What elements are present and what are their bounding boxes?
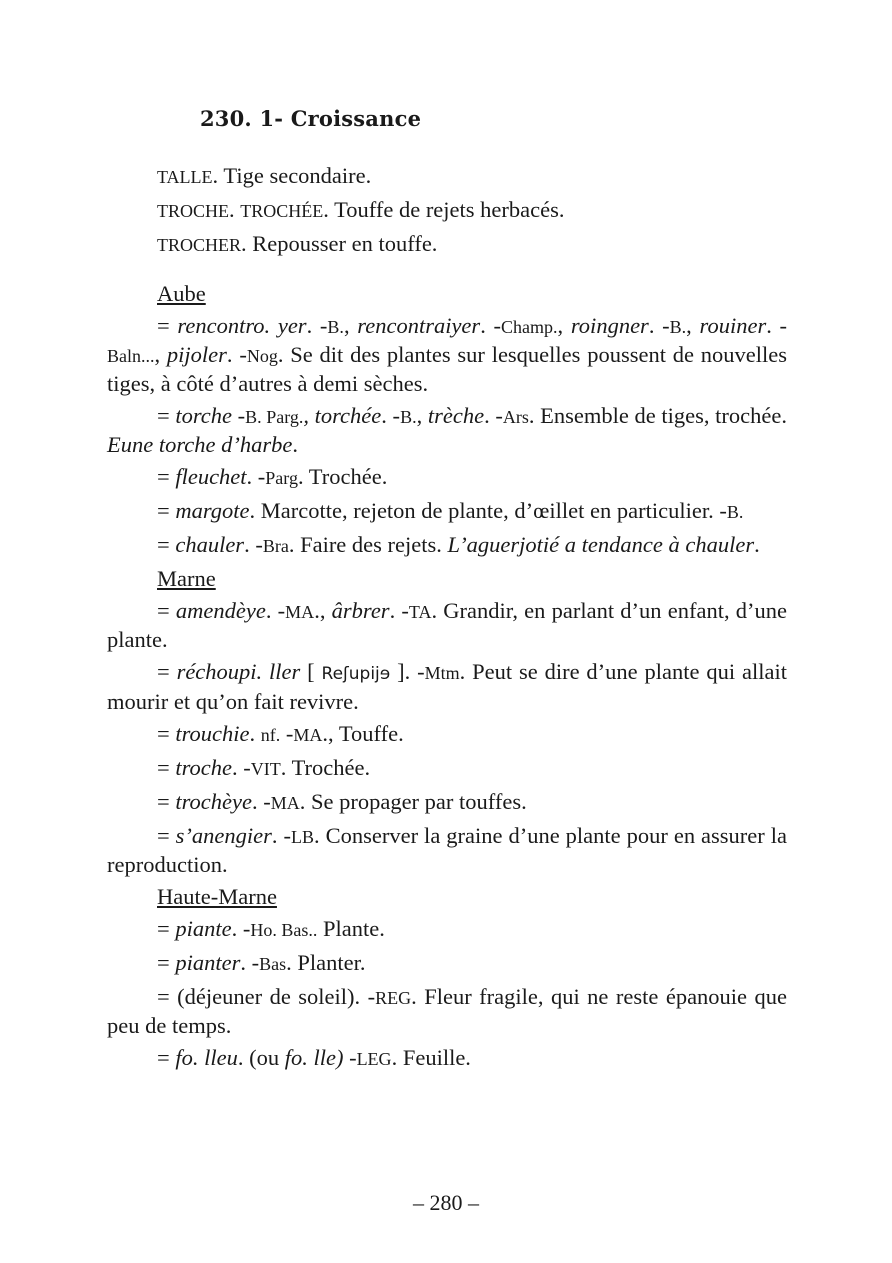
entry-text: = <box>157 598 176 623</box>
entry-text: , <box>686 313 700 338</box>
dictionary-entry <box>107 658 787 715</box>
entry-text: . Touffe de rejets herbacés. <box>323 197 565 222</box>
entry-text: . Trochée. <box>280 755 371 780</box>
dialect-term: s’anengier <box>175 823 272 848</box>
document-body <box>107 162 787 1073</box>
dialect-term: torche <box>175 403 232 428</box>
entry-text: , <box>557 313 571 338</box>
entry-text: . - <box>648 313 670 338</box>
entry-text: ., <box>314 598 332 623</box>
region-heading: Aube <box>157 281 206 306</box>
dialect-term: ârbrer <box>331 598 390 623</box>
dialect-term: rouiner <box>699 313 767 338</box>
entry-text: . Grandir, en parlant d’un enfant, d’une plante. <box>107 598 787 652</box>
entry-text: . Feuille. <box>391 1045 471 1070</box>
locality-abbrev: LEG <box>356 1049 392 1069</box>
entry-text: . - <box>480 313 502 338</box>
dictionary-entry <box>107 822 787 878</box>
entry-text: ]. - <box>390 659 425 684</box>
dialect-term: rencontraiyer <box>357 313 481 338</box>
entry-text: , <box>343 313 358 338</box>
entry-text: . <box>229 197 241 222</box>
dictionary-entry <box>107 597 787 653</box>
entry-text: . - <box>271 823 291 848</box>
entry-text: . - <box>240 950 260 975</box>
entry-text: . <box>754 532 760 557</box>
page-number: – 280 – <box>413 1190 479 1215</box>
dialect-term: Eune torche d’harbe <box>107 432 293 457</box>
dialect-term: trochèye <box>175 789 252 814</box>
entry-text: - <box>280 721 294 746</box>
entry-text: = <box>157 498 176 523</box>
entry-text: . - <box>244 532 263 557</box>
dialect-term: troche <box>175 755 232 780</box>
dialect-term: margote <box>175 498 250 523</box>
entry-text: = <box>157 659 177 684</box>
dictionary-entry <box>107 983 787 1039</box>
entry-text: [ <box>300 659 322 684</box>
dialect-term: L’aguerjotié a tendance à chauler <box>447 532 755 557</box>
entry-text: . - <box>265 598 286 623</box>
entry-text: Plante. <box>317 916 385 941</box>
entry-text: = (déjeuner de soleil). - <box>157 984 376 1009</box>
locality-abbrev: TA <box>408 602 432 622</box>
entry-text: . - <box>484 403 503 428</box>
entry-text: . - <box>766 313 788 338</box>
dialect-term: amendèye <box>175 598 266 623</box>
entry-text: = <box>157 916 176 941</box>
dictionary-entry <box>107 312 787 397</box>
locality-abbrev: TROCHE <box>157 201 229 221</box>
entry-text: = <box>157 464 176 489</box>
locality-abbrev: nf. <box>260 725 281 745</box>
dialect-term: fo. lle) <box>284 1045 344 1070</box>
entry-text: . Se propager par touffes. <box>299 789 527 814</box>
dictionary-entry <box>107 788 787 817</box>
locality-abbrev: REG <box>375 988 412 1008</box>
entry-text: , <box>416 403 428 428</box>
entry-text: . - <box>381 403 401 428</box>
entry-text: . Se dit des plantes sur lesquelles poussent de nouvelles tiges, à côté d’autres à demi sèches. <box>107 342 788 396</box>
entry-text: . - <box>306 313 328 338</box>
locality-abbrev: VIT <box>250 759 281 779</box>
dictionary-entry <box>107 720 787 749</box>
entry-text: . Tige secondaire. <box>212 163 372 188</box>
entry-text: . Ensemble de tiges, trochée. <box>528 403 787 428</box>
entry-text: . Trochée. <box>297 464 388 489</box>
entry-text: . Fleur fragile, qui ne reste épanouie que peu de temps. <box>107 984 787 1038</box>
dialect-term: , torchée <box>303 403 382 428</box>
entry-text: . <box>249 721 261 746</box>
locality-abbrev: MA <box>270 793 300 813</box>
dialect-term: pijoler <box>166 342 227 367</box>
dialect-term: chauler <box>175 532 245 557</box>
entry-text: = <box>157 721 176 746</box>
dictionary-entry <box>107 497 787 526</box>
dialect-term: réchoupi. ller <box>176 659 301 684</box>
entry-text: . - <box>231 916 251 941</box>
locality-abbrev: Parg <box>265 468 298 488</box>
locality-abbrev: Nog <box>246 346 278 366</box>
entry-text: . Marcotte, rejeton de plante, d’œillet en particulier. - <box>249 498 727 523</box>
entry-text: . - <box>246 464 266 489</box>
entry-text: = <box>157 313 178 338</box>
dialect-term: rencontro. yer <box>177 313 307 338</box>
locality-abbrev: Baln... <box>107 346 155 366</box>
entry-text: = <box>157 532 176 557</box>
entry-text: = <box>157 1045 176 1070</box>
region-heading: Marne <box>157 566 216 591</box>
region-heading-line <box>107 280 787 307</box>
spacer <box>107 259 787 280</box>
entry-text: ., Touffe. <box>322 721 404 746</box>
dialect-term: trèche <box>427 403 485 428</box>
entry-text: . - <box>389 598 409 623</box>
locality-abbrev: LB <box>291 827 315 847</box>
dictionary-entry <box>107 402 787 458</box>
dialect-term: roingner <box>570 313 649 338</box>
region-heading-line <box>107 565 787 592</box>
dictionary-entry <box>107 531 787 560</box>
entry-text: - <box>343 1045 357 1070</box>
dialect-term: piante <box>175 916 232 941</box>
locality-abbrev: Ars <box>502 407 529 427</box>
dialect-term: fleuchet <box>175 464 247 489</box>
region-heading: Haute-Marne <box>157 884 277 909</box>
entry-text: - <box>232 403 246 428</box>
entry-text: . - <box>226 342 247 367</box>
entry-text: . Conserver la graine d’une plante pour en assurer la reproduction. <box>107 823 787 877</box>
entry-text: . Faire des rejets. <box>288 532 448 557</box>
locality-abbrev: Bra <box>262 536 289 556</box>
locality-abbrev: B. <box>669 317 687 337</box>
locality-abbrev: MA <box>285 602 315 622</box>
intro-definition <box>107 162 787 191</box>
entry-text: . Planter. <box>286 950 366 975</box>
entry-text: = <box>157 823 176 848</box>
dialect-term: fo. lleu <box>175 1045 238 1070</box>
locality-abbrev: Bas <box>259 954 287 974</box>
entry-text: = <box>157 789 176 814</box>
entry-text: . Repousser en touffe. <box>241 231 438 256</box>
entry-text: = <box>157 755 176 780</box>
locality-abbrev: B. <box>400 407 417 427</box>
dialect-term: trouchie <box>175 721 250 746</box>
locality-abbrev: Ho. Bas.. <box>250 920 318 940</box>
entry-text: . (ou <box>237 1045 285 1070</box>
locality-abbrev: B. <box>726 502 744 522</box>
section-title: 230. 1- Croissance <box>200 106 422 131</box>
entry-text: . - <box>231 755 251 780</box>
entry-text: . Peut se dire d’une plante qui allait mourir et qu’on fait revivre. <box>107 659 787 714</box>
entry-text: . <box>292 432 298 457</box>
dictionary-entry <box>107 463 787 492</box>
intro-definition <box>107 230 787 259</box>
locality-abbrev: Champ. <box>501 317 558 337</box>
region-heading-line <box>107 883 787 910</box>
entry-text: , <box>154 342 167 367</box>
entry-text: = <box>157 403 176 428</box>
locality-abbrev: Mtm <box>424 663 460 683</box>
entry-text: . - <box>251 789 271 814</box>
locality-abbrev: B. <box>327 317 344 337</box>
dictionary-entry <box>107 754 787 783</box>
dictionary-entry <box>107 915 787 944</box>
locality-abbrev: MA <box>293 725 323 745</box>
phonetic-transcription: Reʃupijɘ <box>321 664 391 684</box>
dialect-term: pianter <box>175 950 241 975</box>
locality-abbrev: TROCHER <box>157 235 242 255</box>
locality-abbrev: TALLE <box>157 167 213 187</box>
dictionary-entry <box>107 1044 787 1073</box>
dictionary-entry <box>107 949 787 978</box>
entry-text: = <box>157 950 176 975</box>
intro-definition <box>107 196 787 225</box>
locality-abbrev: B. Parg. <box>245 407 304 427</box>
locality-abbrev: TROCHÉE <box>240 201 324 221</box>
